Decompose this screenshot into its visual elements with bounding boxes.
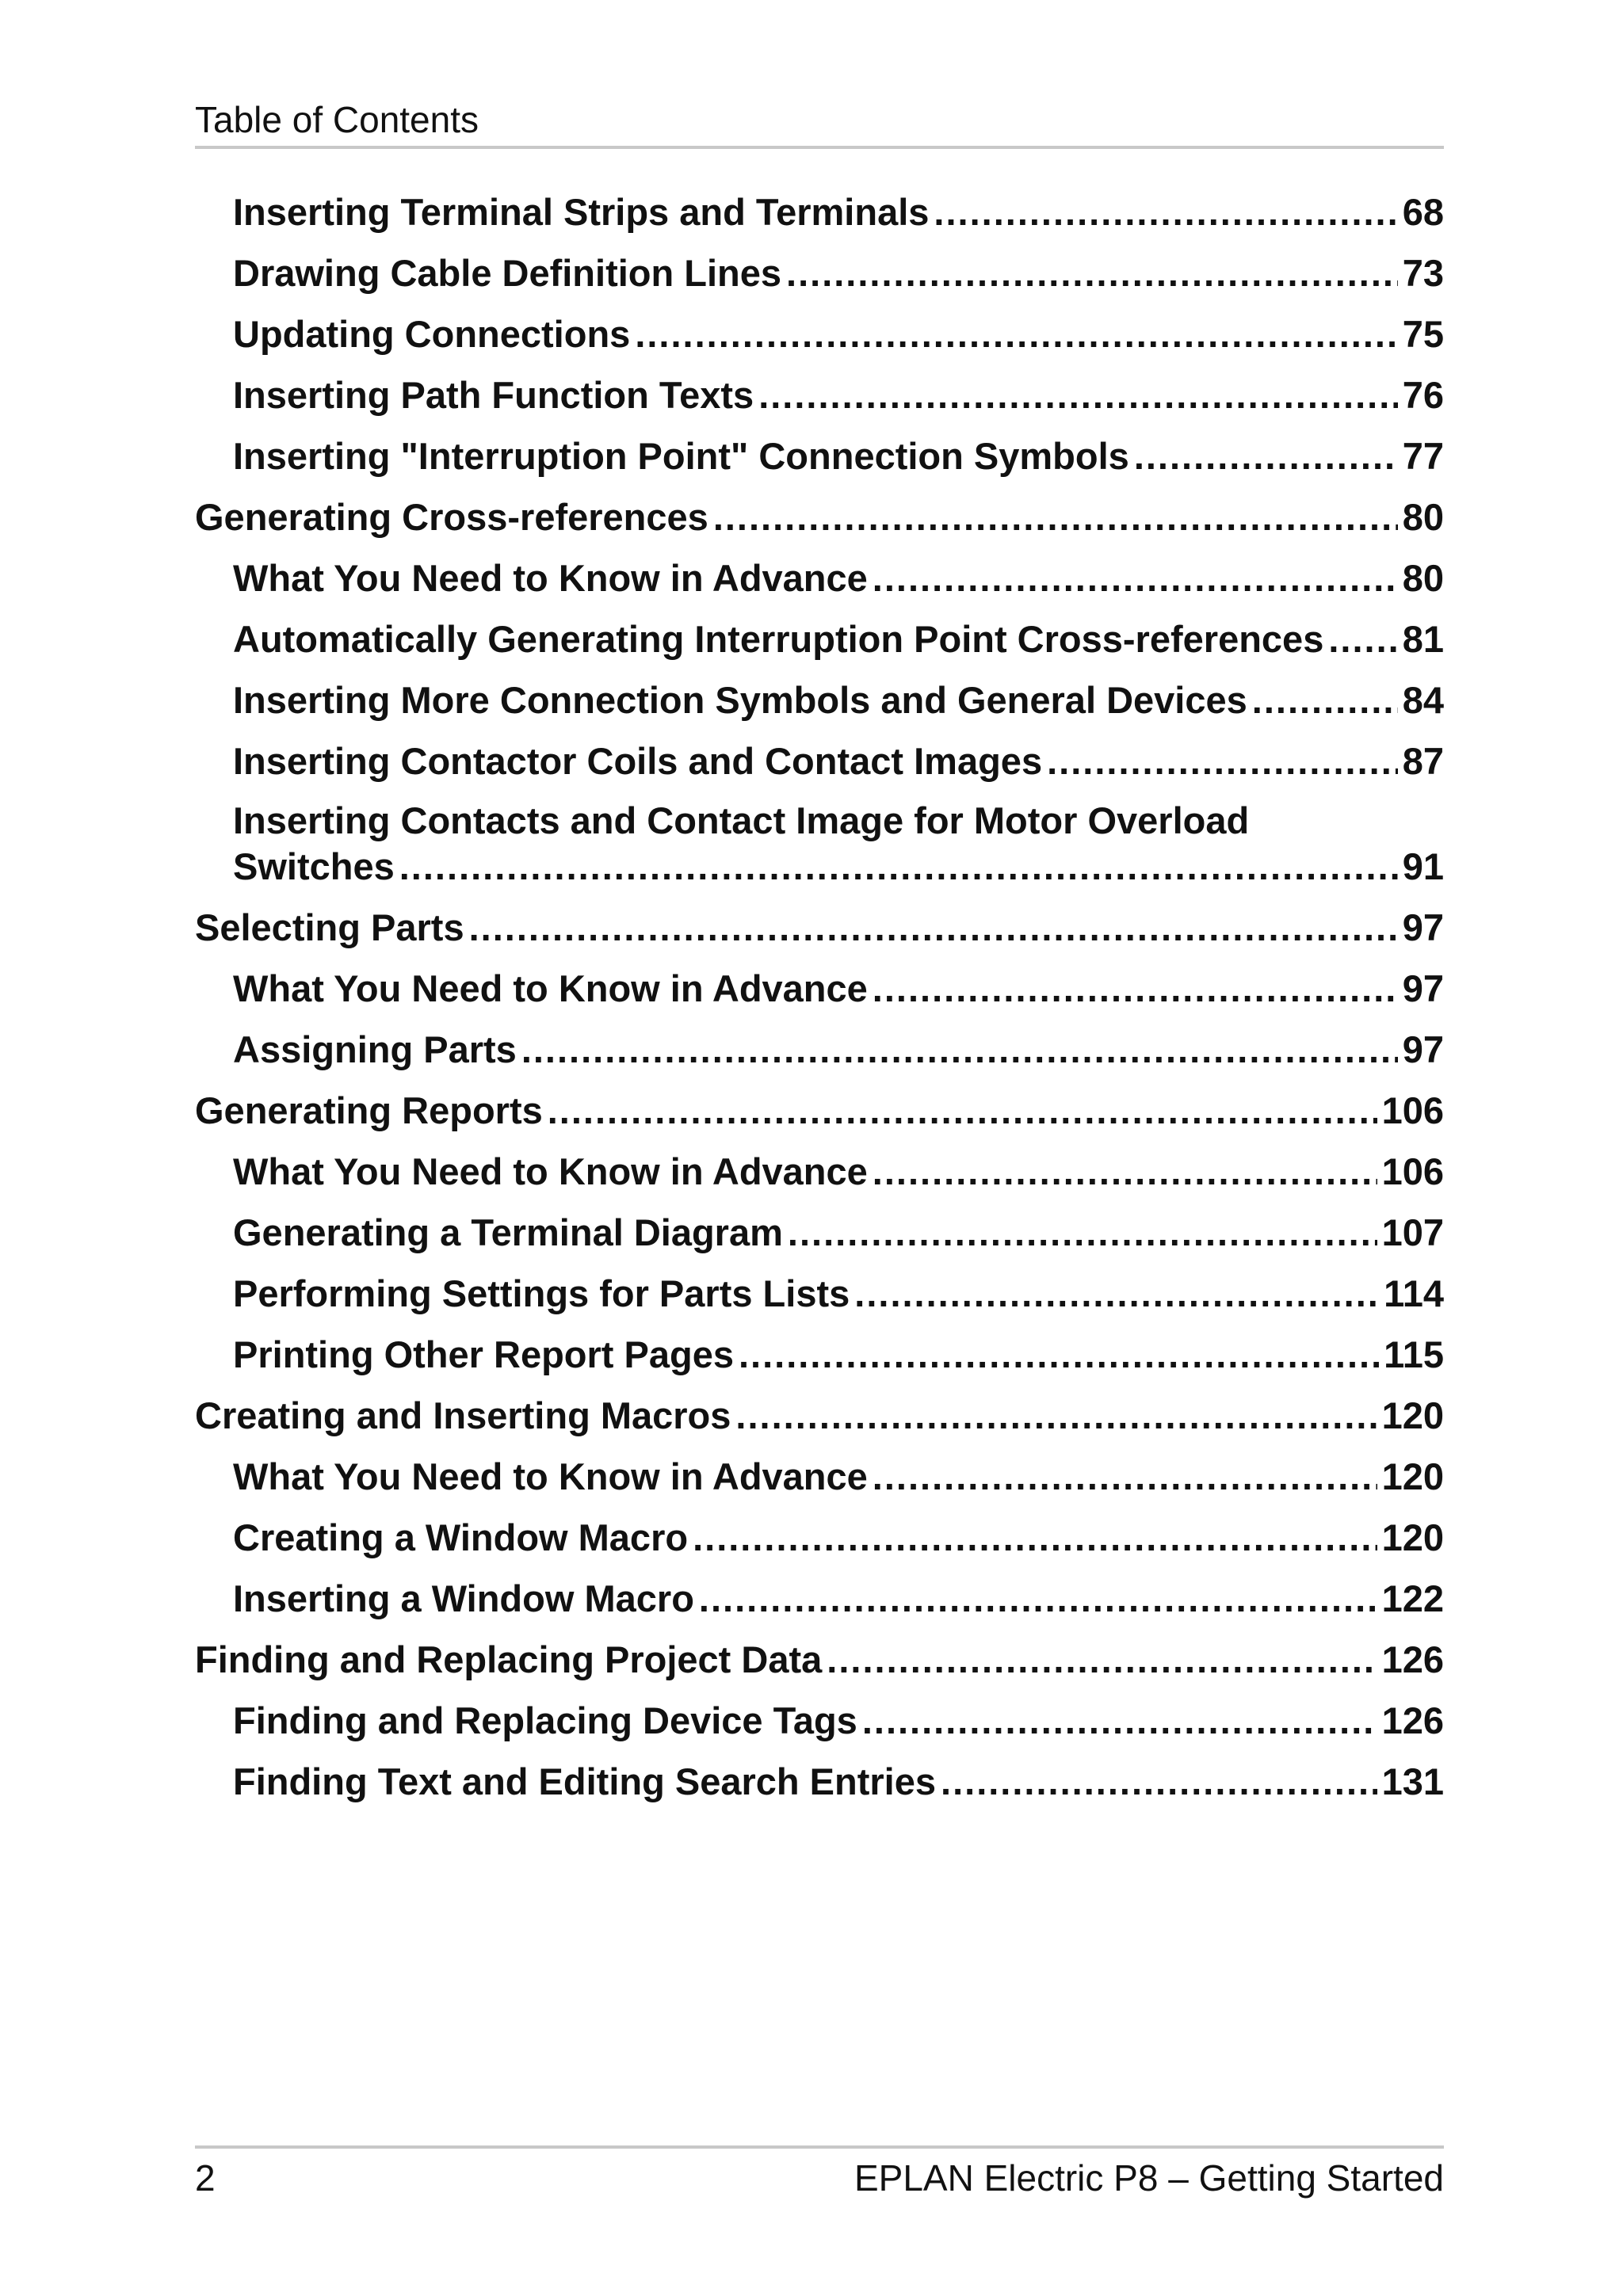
- toc-entry[interactable]: [195, 1392, 1444, 1453]
- dot-leader: [739, 1331, 1379, 1379]
- toc-entry-title: What You Need to Know in Advance: [233, 1455, 868, 1497]
- table-of-contents: [195, 189, 1444, 1819]
- dot-leader: [873, 1453, 1377, 1501]
- dot-leader: [854, 1270, 1379, 1318]
- toc-entry-title: Updating Connections: [233, 313, 631, 355]
- toc-entry[interactable]: [195, 1453, 1444, 1514]
- toc-entry[interactable]: [195, 311, 1444, 372]
- toc-entry[interactable]: [195, 799, 1444, 904]
- footer-page-number: 2: [195, 2157, 216, 2199]
- dot-leader: [873, 555, 1398, 602]
- toc-entry-page: 114: [1384, 1272, 1444, 1314]
- dot-leader: [788, 1209, 1377, 1257]
- toc-entry-page: 91: [1402, 845, 1444, 887]
- toc-entry[interactable]: [195, 372, 1444, 433]
- toc-entry-title: Finding and Replacing Project Data: [195, 1638, 823, 1680]
- toc-entry-title: Generating Cross-references: [195, 496, 708, 538]
- toc-entry-title: What You Need to Know in Advance: [233, 1150, 868, 1192]
- toc-entry-title: Inserting Path Function Texts: [233, 374, 754, 416]
- toc-entry[interactable]: [195, 494, 1444, 555]
- toc-entry[interactable]: [195, 904, 1444, 965]
- toc-entry-title: Drawing Cable Definition Lines: [233, 252, 782, 294]
- toc-entry[interactable]: [195, 1575, 1444, 1636]
- toc-entry-title: Inserting Terminal Strips and Terminals: [233, 191, 930, 233]
- toc-entry-title: Assigning Parts: [233, 1028, 517, 1070]
- toc-entry-title: Generating Reports: [195, 1089, 543, 1131]
- dot-leader: [934, 189, 1397, 236]
- toc-entry-title: Creating a Window Macro: [233, 1516, 689, 1558]
- toc-entry-page: 126: [1381, 1638, 1444, 1680]
- page-footer: [195, 2145, 1444, 2209]
- toc-entry-title: Inserting More Connection Symbols and General Devices: [233, 679, 1247, 721]
- toc-entry-title: Selecting Parts: [195, 906, 464, 948]
- dot-leader: [873, 965, 1398, 1013]
- toc-entry-page: 80: [1402, 496, 1444, 538]
- toc-entry-page: 84: [1402, 679, 1444, 721]
- dot-leader: [862, 1697, 1377, 1745]
- toc-entry[interactable]: [195, 1514, 1444, 1575]
- toc-entry[interactable]: [195, 433, 1444, 494]
- toc-entry-page: 131: [1381, 1760, 1444, 1802]
- dot-leader: [1134, 433, 1398, 480]
- dot-leader: [758, 372, 1398, 419]
- dot-leader: [786, 250, 1398, 297]
- dot-leader: [1047, 738, 1398, 785]
- dot-leader: [941, 1758, 1377, 1806]
- dot-leader: [548, 1087, 1377, 1135]
- toc-entry-title: Performing Settings for Parts Lists: [233, 1272, 850, 1314]
- toc-entry-title: Generating a Terminal Diagram: [233, 1211, 783, 1253]
- toc-entry[interactable]: [195, 1636, 1444, 1697]
- dot-leader: [873, 1148, 1377, 1196]
- toc-entry-page: 120: [1381, 1516, 1444, 1558]
- toc-entry[interactable]: [195, 189, 1444, 250]
- toc-entry-page: 68: [1402, 191, 1444, 233]
- toc-entry[interactable]: [195, 1758, 1444, 1819]
- toc-entry[interactable]: [195, 965, 1444, 1026]
- toc-entry-page: 126: [1381, 1699, 1444, 1741]
- toc-entry-page: 80: [1402, 557, 1444, 599]
- toc-entry-page: 107: [1381, 1211, 1444, 1253]
- toc-entry[interactable]: [195, 738, 1444, 799]
- dot-leader: [1252, 677, 1398, 724]
- toc-entry-title: Automatically Generating Interruption Point Cross-references: [233, 618, 1324, 660]
- dot-leader: [827, 1636, 1377, 1684]
- toc-entry-page: 97: [1402, 967, 1444, 1009]
- toc-entry-page: 76: [1402, 374, 1444, 416]
- dot-leader: [635, 311, 1397, 358]
- toc-entry-page: 87: [1402, 740, 1444, 782]
- toc-entry[interactable]: [195, 677, 1444, 738]
- toc-entry-page: 97: [1402, 1028, 1444, 1070]
- toc-entry-title: Inserting a Window Macro: [233, 1577, 694, 1619]
- dot-leader: [735, 1392, 1377, 1440]
- toc-entry-page: 122: [1381, 1577, 1444, 1619]
- toc-entry-title: Finding Text and Editing Search Entries: [233, 1760, 937, 1802]
- dot-leader: [1328, 616, 1397, 663]
- toc-entry[interactable]: [195, 1026, 1444, 1087]
- toc-entry[interactable]: [195, 1148, 1444, 1209]
- toc-entry-title: Creating and Inserting Macros: [195, 1394, 731, 1436]
- toc-entry-page: 75: [1402, 313, 1444, 355]
- dot-leader: [469, 904, 1398, 952]
- footer-doc-title: EPLAN Electric P8 – Getting Started: [854, 2157, 1444, 2199]
- page-header: [195, 93, 1444, 149]
- toc-entry[interactable]: [195, 1087, 1444, 1148]
- toc-entry-title: What You Need to Know in Advance: [233, 557, 868, 599]
- dot-leader: [713, 494, 1398, 541]
- dot-leader: [521, 1026, 1398, 1074]
- dot-leader: [693, 1514, 1377, 1562]
- toc-entry[interactable]: [195, 616, 1444, 677]
- toc-entry-page: 115: [1384, 1333, 1444, 1375]
- toc-entry-title-line1: Inserting Contacts and Contact Image for Motor Overload: [233, 799, 1250, 841]
- toc-entry-page: 106: [1381, 1089, 1444, 1131]
- dot-leader: [699, 1575, 1377, 1623]
- toc-entry-page: 73: [1402, 252, 1444, 294]
- toc-entry-title: Finding and Replacing Device Tags: [233, 1699, 857, 1741]
- toc-entry[interactable]: [195, 1697, 1444, 1758]
- toc-entry-page: 81: [1402, 618, 1444, 660]
- toc-entry-title: Printing Other Report Pages: [233, 1333, 734, 1375]
- header-title: Table of Contents: [195, 99, 479, 140]
- toc-entry[interactable]: [195, 1209, 1444, 1270]
- toc-entry[interactable]: [195, 1270, 1444, 1331]
- toc-entry-page: 120: [1381, 1455, 1444, 1497]
- toc-entry[interactable]: [195, 555, 1444, 616]
- toc-entry-title: Inserting "Interruption Point" Connection Symbols: [233, 435, 1129, 477]
- toc-entry-title: Inserting Contactor Coils and Contact Images: [233, 740, 1043, 782]
- toc-entry-title: What You Need to Know in Advance: [233, 967, 868, 1009]
- toc-entry-title: Switches: [233, 845, 395, 887]
- toc-entry-page: 97: [1402, 906, 1444, 948]
- toc-entry-page: 106: [1381, 1150, 1444, 1192]
- dot-leader: [399, 843, 1398, 891]
- toc-entry[interactable]: [195, 250, 1444, 311]
- toc-entry-page: 120: [1381, 1394, 1444, 1436]
- toc-entry[interactable]: [195, 1331, 1444, 1392]
- toc-entry-page: 77: [1402, 435, 1444, 477]
